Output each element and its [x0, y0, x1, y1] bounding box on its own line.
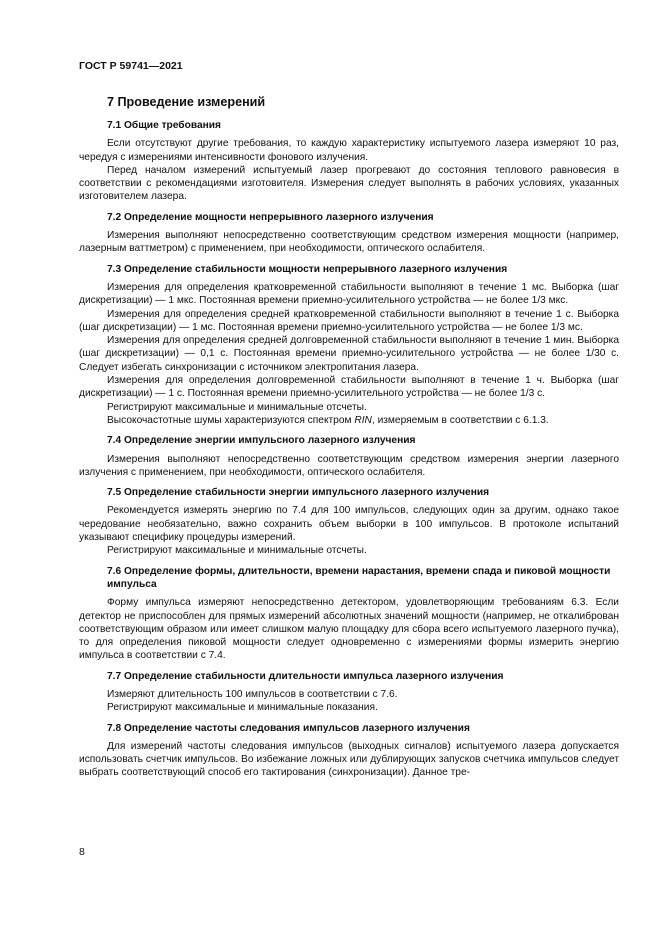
subsection-title-7-8: 7.8 Определение частоты следования импульсов лазерного излучения [107, 722, 470, 734]
paragraph: Если отсутствуют другие требования, то каждую характеристику испытуемого лазера измеряют 10 раз, чередуя с измерениями интенсивности фонового излучения. [79, 138, 619, 163]
paragraph: Измерения для определения средней кратковременной стабильности выполняют в течение 1 с. Выборка (шаг дискретизации) — 1 мс. Постоянная времени приемно-усилительного устройства — не более 1/3 мс. [79, 308, 619, 333]
paragraph: Регистрируют максимальные и минимальные показания. [107, 702, 378, 714]
paragraph: Измерения выполняют непосредственно соответствующим средством измерения мощности (например, лазерным ваттметром) с применением, при необходимости, оптического ослабителя. [79, 230, 619, 255]
paragraph: Для измерений частоты следования импульсов (выходных сигналов) испытуемого лазера допускается использовать счетчик импульсов. Во избежание ложных или дублирующих запусков счетчика импульсов следует выбрать соответствующий способ его тактирования (синхронизации). Данное тре- [79, 740, 619, 779]
paragraph: Измеряют длительность 100 импульсов в соответствии с 7.6. [107, 688, 398, 700]
paragraph: Форму импульса измеряют непосредственно детектором, удовлетворяющим требованиям 6.3. Если детектор не приспособлен для прямых измерений абсолютных значений мощности (например, не откалиброван соответствующим образом или имеет слишком малую площадку для сбора всего испытуемого лазерного пучка), то для определения пиковой мощности следует одновременно с измерениями формы измерить энергию импульса в соответствии с 7.4. [79, 597, 619, 662]
page-content [79, 95, 619, 780]
subsection-title-7-5: 7.5 Определение стабильности энергии импульсного лазерного излучения [107, 487, 490, 499]
subsection-title-7-7: 7.7 Определение стабильности длительности импульса лазерного излучения [107, 670, 504, 682]
subsection-title-7-2: 7.2 Определение мощности непрерывного лазерного излучения [107, 211, 434, 223]
subsection-title-7-1: 7.1 Общие требования [107, 120, 221, 131]
section-title: 7 Проведение измерений [107, 95, 266, 109]
text-span: Высокочастотные шумы характеризуются спектром [107, 414, 355, 426]
text-span: , измеряемым в соответствии с 6.1.3. [371, 414, 549, 426]
paragraph: Рекомендуется измерять энергию по 7.4 для 100 импульсов, следующих один за другим, однако такое чередование необязательно, важно сохранить объем выборки в 100 импульсов. В протоколе испытаний указывают специфику процедуры измерений. [79, 505, 619, 544]
paragraph-rin [79, 414, 619, 427]
paragraph: Измерения для определения кратковременной стабильности выполняют в течение 1 мс. Выборка (шаг дискретизации) — 1 мкс. Постоянная времени приемно-усилительного устройства — не более 1/3 мкс. [79, 281, 619, 307]
paragraph: Измерения для определения средней долговременной стабильности выполняют в течение 1 мин. Выборка (шаг дискретизации) — 0,1 с. Постоянная времени приемно-усилительного устройства — не более 1/30 с. Следует избегать синхронизации с источником электропитания лазера. [79, 335, 619, 373]
paragraph: Измерения выполняют непосредственно соответствующим средством измерения энергии лазерного излучения с применением, при необходимости, оптического ослабителя. [79, 453, 619, 478]
subsection-title-7-6: 7.6 Определение формы, длительности, времени нарастания, времени спада и пиковой мощности импульса [107, 565, 611, 590]
paragraph: Измерения для определения долговременной стабильности выполняют в течение 1 ч. Выборка (шаг дискретизации) — 1 с. Постоянная времени приемно-усилительного устройства — не более 1/3 с. [79, 375, 619, 400]
subsection-title-7-3: 7.3 Определение стабильности мощности непрерывного лазерного излучения [107, 263, 508, 275]
rin-term: RIN [354, 414, 372, 426]
paragraph: Регистрируют максимальные и минимальные отсчеты. [107, 401, 367, 413]
paragraph: Перед началом измерений испытуемый лазер прогревают до состояния теплового равновесия в соответствии с рекомендациями изготовителя. Измерения следует выполнять в рабочих условиях, указанных изготовителем лазера. [79, 164, 619, 203]
document-header: ГОСТ Р 59741—2021 [79, 60, 183, 72]
subsection-title-7-4: 7.4 Определение энергии импульсного лазерного излучения [107, 435, 416, 447]
paragraph: Регистрируют максимальные и минимальные отсчеты. [107, 545, 367, 557]
page-number: 8 [79, 846, 85, 858]
